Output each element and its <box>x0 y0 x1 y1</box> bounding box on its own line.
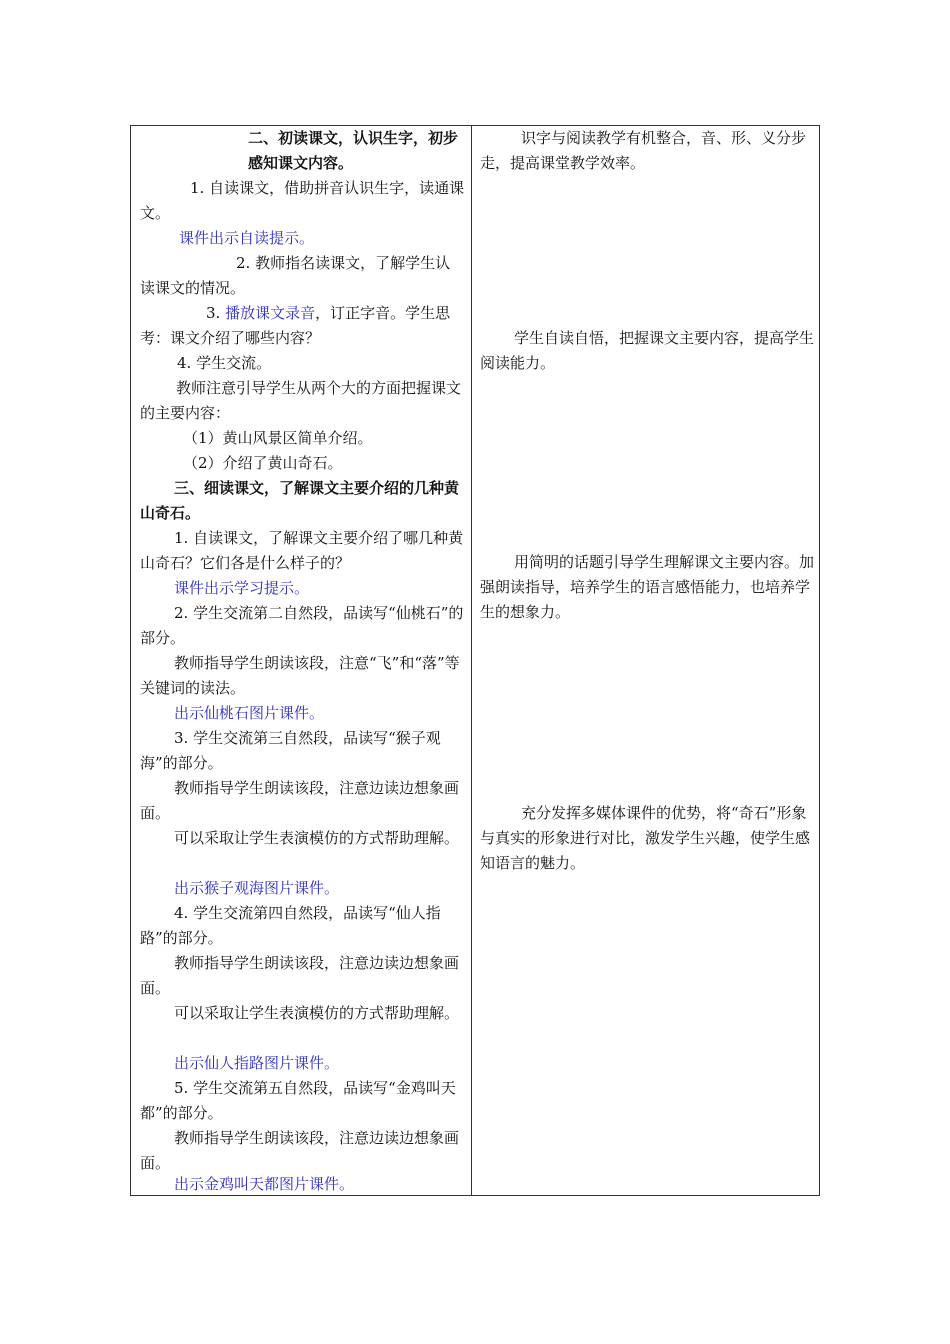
teacher-note: 可以采取让学生表演模仿的方式帮助理解。 <box>174 1004 460 1022</box>
courseware-note: 课件出示自读提示。 <box>179 229 315 247</box>
column-divider <box>471 126 472 1195</box>
step-paragraph: 1. 自读课文，借助拼音认识生字，读通课文。 <box>140 179 465 222</box>
courseware-note: 播放课文录音 <box>225 304 316 322</box>
step-paragraph: 2. 教师指名读课文，了解学生认读课文的情况。 <box>140 254 451 297</box>
courseware-note: 课件出示学习提示。 <box>174 579 310 597</box>
section-heading: 三、细读课文，了解课文主要介绍的几种黄山奇石。 <box>140 479 460 522</box>
step-paragraph: 3. 播放课文录音，订正字音。学生思考：课文介绍了哪些内容？ <box>140 304 451 347</box>
list-item: （1）黄山风景区简单介绍。 <box>183 429 373 447</box>
lesson-plan-table <box>130 125 820 1196</box>
section-heading: 二、初读课文，认识生字，初步感知课文内容。 <box>248 129 459 172</box>
teacher-note: 教师指导学生朗读该段，注意边读边想象画面。 <box>140 954 460 997</box>
step-paragraph: 2. 学生交流第二自然段，品读写“仙桃石”的部分。 <box>140 604 464 647</box>
teacher-note: 教师指导学生朗读该段，注意边读边想象画面。 <box>140 1129 460 1172</box>
step-paragraph: 3. 学生交流第三自然段，品读写“猴子观海”的部分。 <box>140 729 441 772</box>
teacher-note: 可以采取让学生表演模仿的方式帮助理解。 <box>174 829 460 847</box>
courseware-note: 出示金鸡叫天都图片课件。 <box>174 1175 355 1193</box>
list-item: （2）介绍了黄山奇石。 <box>183 454 343 472</box>
courseware-note: 出示仙桃石图片课件。 <box>174 704 325 722</box>
step-paragraph: 1. 自读课文，了解课文主要介绍了哪几种黄山奇石？它们各是什么样子的？ <box>140 529 464 572</box>
courseware-note: 出示猴子观海图片课件。 <box>174 879 340 897</box>
teacher-note: 教师指导学生朗读该段，注意“飞”和“落”等关键词的读法。 <box>140 654 460 697</box>
courseware-note: 出示仙人指路图片课件。 <box>174 1054 340 1072</box>
step-paragraph: 5. 学生交流第五自然段，品读写“金鸡叫天都”的部分。 <box>140 1079 456 1122</box>
design-note: 学生自读自悟，把握课文主要内容，提高学生阅读能力。 <box>480 329 815 372</box>
design-note: 识字与阅读教学有机整合，音、形、义分步走，提高课堂教学效率。 <box>480 129 807 172</box>
teacher-note: 教师注意引导学生从两个大的方面把握课文的主要内容： <box>140 379 462 422</box>
design-note: 充分发挥多媒体课件的优势，将“奇石”形象与真实的形象进行对比，激发学生兴趣，使学生感知语言的魅力。 <box>480 804 811 872</box>
design-note: 用简明的话题引导学生理解课文主要内容。加强朗读指导，培养学生的语言感悟能力，也培养学生的想象力。 <box>480 553 815 621</box>
step-paragraph: 4. 学生交流。 <box>177 354 272 372</box>
teacher-note: 教师指导学生朗读该段，注意边读边想象画面。 <box>140 779 460 822</box>
step-paragraph: 4. 学生交流第四自然段，品读写“仙人指路”的部分。 <box>140 904 441 947</box>
